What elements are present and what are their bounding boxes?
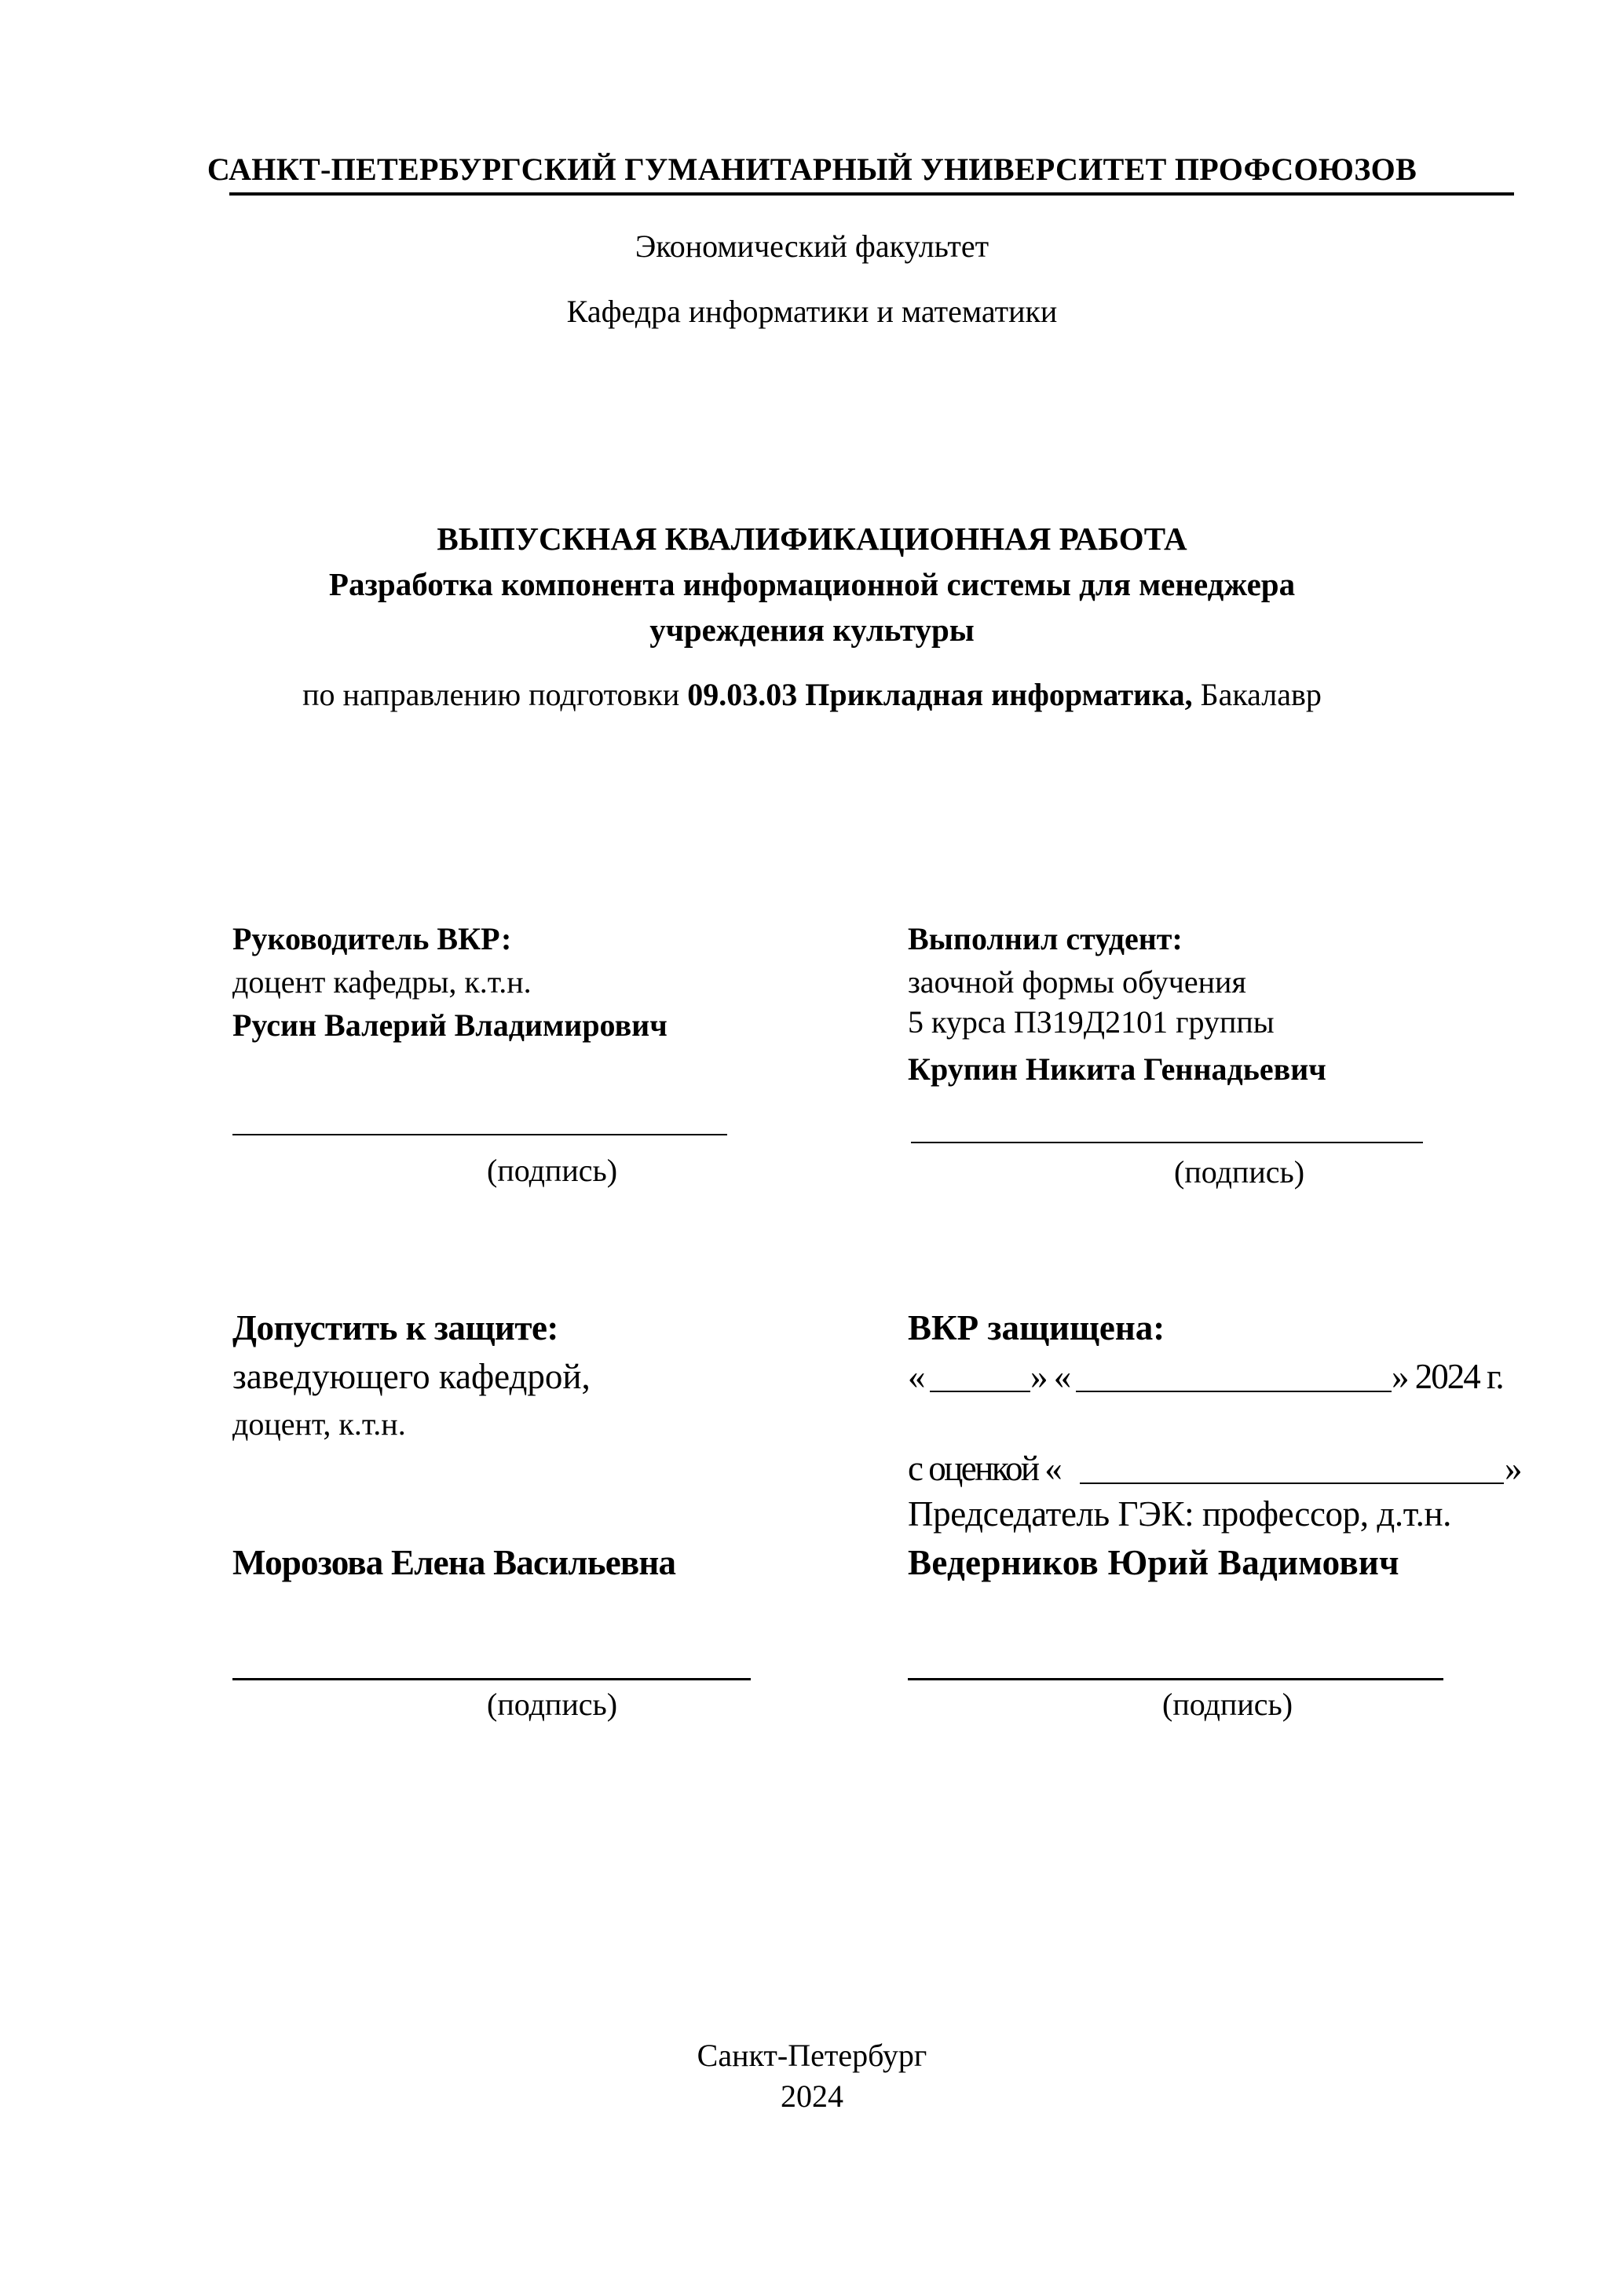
defense-date-suffix: » 2024 г. <box>1392 1357 1503 1396</box>
defense-signature-line <box>908 1678 1443 1680</box>
direction-degree: Бакалавр <box>1200 677 1322 712</box>
direction-prefix: по направлению подготовки <box>302 677 680 712</box>
admission-position-line-1: заведующего кафедрой, <box>232 1357 591 1396</box>
admission-heading: Допустить к защите: <box>232 1308 558 1347</box>
footer-year: 2024 <box>781 2078 843 2114</box>
work-type: ВЫПУСКНАЯ КВАЛИФИКАЦИОННАЯ РАБОТА <box>437 521 1187 557</box>
defense-grade-blank <box>1080 1483 1504 1484</box>
university-underline <box>229 192 1514 196</box>
defense-day-blank <box>930 1391 1030 1392</box>
work-title-line-2: учреждения культуры <box>649 612 975 648</box>
student-signature-caption: (подпись) <box>1174 1154 1305 1190</box>
defense-grade-suffix: » <box>1505 1449 1523 1488</box>
student-course-group: 5 курса ПЗ19Д2101 группы <box>908 1004 1275 1040</box>
defense-date-open-quote: « <box>908 1357 925 1396</box>
student-study-form: заочной формы обучения <box>908 964 1246 1000</box>
defense-chair-name: Ведерников Юрий Вадимович <box>908 1543 1399 1582</box>
department-name: Кафедра информатики и математики <box>566 294 1058 329</box>
admission-position-line-2: доцент, к.т.н. <box>232 1406 406 1442</box>
student-name: Крупин Никита Геннадьевич <box>908 1051 1326 1087</box>
admission-name: Морозова Елена Васильевна <box>232 1543 676 1582</box>
supervisor-signature-caption: (подпись) <box>487 1153 618 1188</box>
supervisor-position: доцент кафедры, к.т.н. <box>232 964 532 1000</box>
supervisor-signature-line <box>232 1134 727 1135</box>
student-signature-line <box>911 1142 1423 1143</box>
footer-city: Санкт-Петербург <box>697 2038 927 2073</box>
defense-grade-prefix: с оценкой « <box>908 1449 1061 1488</box>
supervisor-name: Русин Валерий Владимирович <box>232 1007 668 1043</box>
student-heading: Выполнил студент: <box>908 921 1183 956</box>
defense-heading: ВКР защищена: <box>908 1308 1165 1347</box>
work-title-line-1: Разработка компонента информационной системы для менеджера <box>328 566 1296 602</box>
faculty-name: Экономический факультет <box>635 229 989 264</box>
training-direction <box>0 676 1624 713</box>
direction-code: 09.03.03 Прикладная информатика, <box>687 677 1193 712</box>
university-name: САНКТ-ПЕТЕРБУРГСКИЙ ГУМАНИТАРНЫЙ УНИВЕРСИТЕТ ПРОФСОЮЗОВ <box>207 152 1417 187</box>
supervisor-heading: Руководитель ВКР: <box>232 921 512 956</box>
defense-signature-caption: (подпись) <box>1162 1687 1293 1722</box>
defense-date-mid-quote: » « <box>1030 1357 1070 1396</box>
admission-signature-line <box>232 1678 751 1680</box>
defense-chair-title: Председатель ГЭК: профессор, д.т.н. <box>908 1494 1452 1534</box>
admission-signature-caption: (подпись) <box>487 1687 618 1722</box>
defense-month-blank <box>1076 1391 1392 1392</box>
